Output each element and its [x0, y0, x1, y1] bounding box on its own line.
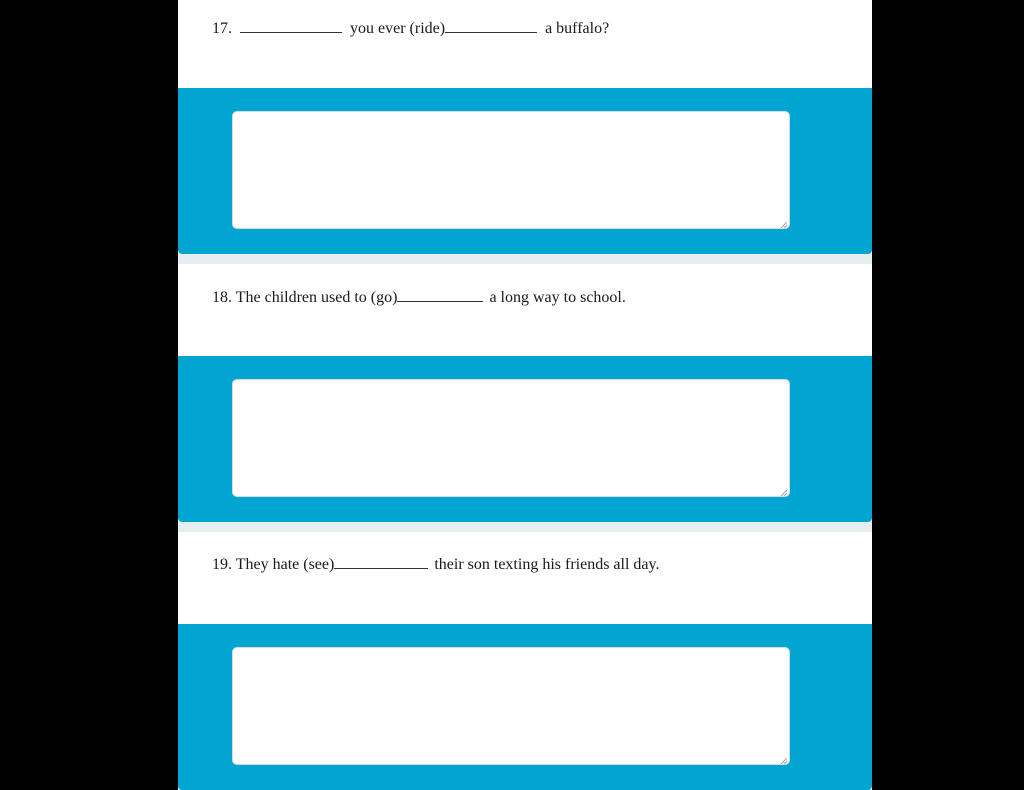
section-divider	[178, 254, 872, 264]
resize-grip-icon[interactable]	[781, 222, 787, 228]
question-text-segment: their son texting his friends all day.	[434, 556, 660, 573]
blank-line	[445, 18, 537, 33]
answer-input-18[interactable]	[232, 379, 790, 497]
answer-panel-18	[178, 356, 872, 522]
blank-line	[240, 18, 342, 33]
question-text-segment: a long way to school.	[489, 289, 626, 306]
question-text-segment: a buffalo?	[545, 20, 610, 37]
answer-input-17[interactable]	[232, 111, 790, 229]
question-text-segment: They hate (see)	[235, 556, 335, 573]
blank-line	[334, 554, 428, 569]
question-19	[178, 532, 872, 624]
section-divider	[178, 522, 872, 532]
blank-line	[397, 287, 483, 302]
answer-panel-17	[178, 88, 872, 254]
resize-grip-icon[interactable]	[781, 490, 787, 496]
question-number: 17.	[212, 20, 232, 37]
question-19-text	[212, 554, 659, 575]
question-text-segment: you ever (ride)	[350, 20, 446, 37]
answer-input-19[interactable]	[232, 647, 790, 765]
question-number: 18.	[212, 289, 232, 306]
question-18-text	[212, 287, 626, 308]
question-number: 19.	[212, 556, 232, 573]
resize-grip-icon[interactable]	[781, 758, 787, 764]
worksheet-page	[178, 0, 872, 790]
answer-panel-19	[178, 624, 872, 790]
question-17	[178, 0, 872, 88]
question-17-text	[212, 18, 609, 39]
question-text-segment: The children used to (go)	[235, 289, 398, 306]
question-18	[178, 264, 872, 356]
